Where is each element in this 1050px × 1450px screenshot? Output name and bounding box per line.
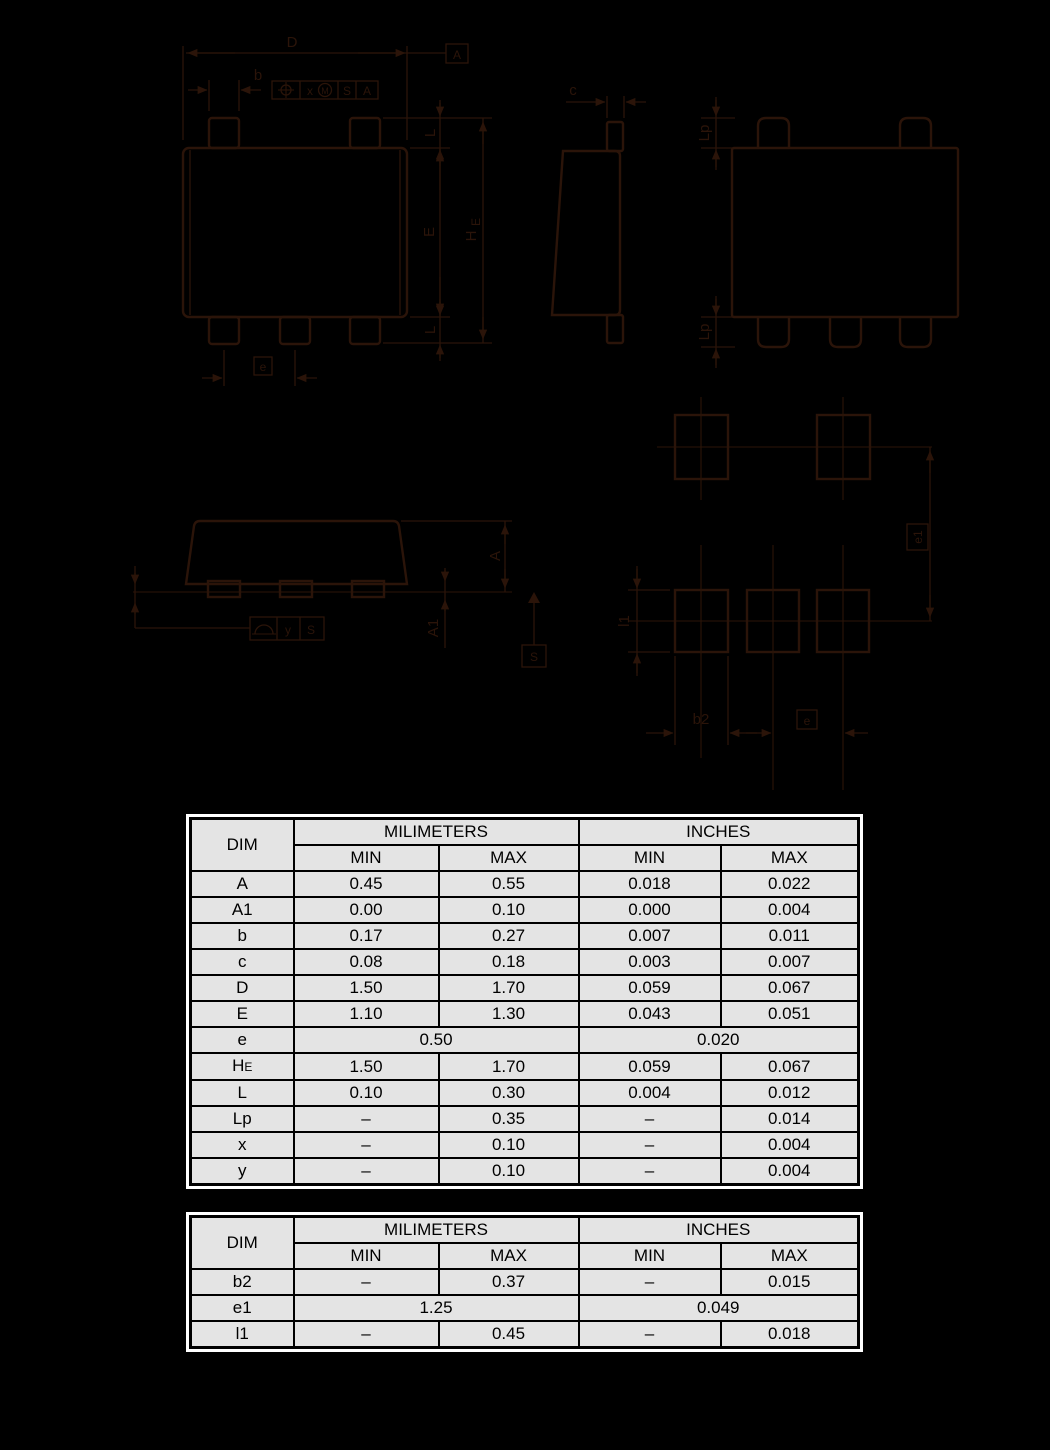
dimension-e [202, 350, 317, 386]
label-b: b [253, 67, 263, 84]
table-cell: – [294, 1158, 439, 1185]
dim-HE-main: H [232, 1056, 245, 1075]
table-cell: – [579, 1269, 721, 1295]
table-cell: 0.011 [721, 923, 859, 949]
table-cell: 0.059 [579, 975, 721, 1001]
table-row [191, 1001, 859, 1027]
header-dim: DIM [191, 819, 294, 872]
table-cell-merged: 0.50 [294, 1027, 579, 1053]
table-cell: 0.45 [294, 871, 439, 897]
table-cell: 0.014 [721, 1106, 859, 1132]
table-cell: e1 [191, 1295, 294, 1321]
table-row [191, 1106, 859, 1132]
table-cell: 1.50 [294, 1053, 439, 1080]
seating-plane-icon [252, 625, 276, 634]
table-row [191, 923, 859, 949]
table-cell: 0.30 [439, 1080, 579, 1106]
table-cell: 0.067 [721, 975, 859, 1001]
dimension-b [188, 67, 262, 111]
label-L-top: L [422, 128, 439, 138]
header-min: MIN [579, 1243, 721, 1269]
table-cell: 0.10 [439, 897, 579, 923]
table-cell-merged: 1.25 [294, 1295, 579, 1321]
fcf-y-label: y [285, 623, 291, 637]
table-cell: c [191, 949, 294, 975]
feature-control-frame-position [272, 81, 378, 99]
dimension-Lp-bottom [696, 296, 735, 368]
datum-triangle-icon [528, 592, 540, 603]
table-cell: 0.022 [721, 871, 859, 897]
table-cell: 0.08 [294, 949, 439, 975]
dimension-Lp-top [696, 97, 735, 170]
datum-s-label: S [529, 650, 539, 664]
table-cell: 0.10 [439, 1132, 579, 1158]
header-inches: INCHES [579, 1217, 859, 1244]
table-cell: 0.004 [721, 1158, 859, 1185]
table-row [191, 871, 859, 897]
table-cell: 0.004 [721, 897, 859, 923]
table-cell: 0.059 [579, 1053, 721, 1080]
table-cell: b2 [191, 1269, 294, 1295]
fcf-m-label: M [321, 86, 329, 96]
label-HE-sub: E [469, 217, 483, 227]
table-cell: 0.018 [721, 1321, 859, 1348]
label-D: D [286, 34, 298, 51]
table-cell: 0.018 [579, 871, 721, 897]
table-cell: 0.55 [439, 871, 579, 897]
header-milimeters: MILIMETERS [294, 1217, 579, 1244]
header-max: MAX [721, 1243, 859, 1269]
dimension-E [410, 148, 450, 317]
table-cell: 0.45 [439, 1321, 579, 1348]
table-cell: 0.003 [579, 949, 721, 975]
label-A1: A1 [425, 618, 442, 638]
table-cell-merged: 0.020 [579, 1027, 859, 1053]
table-cell: x [191, 1132, 294, 1158]
header-min: MIN [579, 845, 721, 871]
label-e1: e1 [911, 530, 925, 544]
land-pattern-view [616, 397, 932, 790]
table-cell: 1.30 [439, 1001, 579, 1027]
table-row [191, 1053, 859, 1080]
table-cell: – [579, 1132, 721, 1158]
label-Lp-top: Lp [696, 124, 713, 142]
header-dim: DIM [191, 1217, 294, 1270]
table-cell: 0.004 [721, 1132, 859, 1158]
table-cell: L [191, 1080, 294, 1106]
bottom-view [732, 118, 958, 347]
header-max: MAX [721, 845, 859, 871]
table-cell: 1.50 [294, 975, 439, 1001]
dimension-e-land [746, 710, 868, 733]
dimension-e1 [907, 447, 930, 621]
table-cell: D [191, 975, 294, 1001]
label-E: E [421, 226, 438, 238]
table-cell: 0.35 [439, 1106, 579, 1132]
table-row [191, 819, 859, 846]
side-view [552, 82, 735, 368]
table-cell: – [579, 1158, 721, 1185]
dimension-table-1-grid [189, 817, 860, 1186]
table-cell: 0.000 [579, 897, 721, 923]
table-cell: – [579, 1106, 721, 1132]
datum-s [522, 592, 546, 667]
position-tolerance-icon [278, 82, 294, 98]
table-cell: l1 [191, 1321, 294, 1348]
table-cell: 1.10 [294, 1001, 439, 1027]
table-row [191, 1132, 859, 1158]
table-cell: 0.007 [579, 923, 721, 949]
table-cell: 0.10 [439, 1158, 579, 1185]
table-cell: 1.70 [439, 1053, 579, 1080]
table-cell: A [191, 871, 294, 897]
table-row [191, 1295, 859, 1321]
table-cell: – [294, 1132, 439, 1158]
feature-control-frame-seating [250, 617, 324, 640]
table-cell: b [191, 923, 294, 949]
table-row [191, 897, 859, 923]
table-cell: E [191, 1001, 294, 1027]
table-cell: Lp [191, 1106, 294, 1132]
table-cell: 0.012 [721, 1080, 859, 1106]
dimension-A [401, 521, 512, 592]
table-cell: 0.27 [439, 923, 579, 949]
table-cell: 0.17 [294, 923, 439, 949]
table-cell: 0.015 [721, 1269, 859, 1295]
label-L-bottom: L [422, 325, 439, 335]
fcf-s-label: S [342, 84, 352, 98]
label-b2: b2 [692, 711, 710, 728]
table-cell: 0.10 [294, 1080, 439, 1106]
centerlines [628, 397, 932, 790]
table-row [191, 1158, 859, 1185]
table-cell: y [191, 1158, 294, 1185]
dimension-table-2 [186, 1212, 863, 1352]
table-cell: 0.007 [721, 949, 859, 975]
table-row [191, 975, 859, 1001]
table-cell: 0.18 [439, 949, 579, 975]
table-cell: 0.00 [294, 897, 439, 923]
dimension-HE [463, 118, 483, 343]
header-milimeters: MILIMETERS [294, 819, 579, 846]
table-row [191, 1027, 859, 1053]
label-e-land: e [803, 714, 811, 728]
dimension-table-1 [186, 814, 863, 1189]
dim-HE-sub: E [244, 1060, 253, 1074]
label-A: A [487, 550, 504, 562]
label-Lp-bottom: Lp [696, 323, 713, 341]
table-cell: A1 [191, 897, 294, 923]
table-row [191, 1217, 859, 1244]
table-cell [191, 1053, 294, 1080]
table-cell: 0.051 [721, 1001, 859, 1027]
table-cell: 0.004 [579, 1080, 721, 1106]
label-c: c [569, 82, 577, 99]
fcf-x-label: x [307, 84, 313, 98]
table-cell: – [294, 1321, 439, 1348]
dimension-c [566, 82, 646, 118]
table-cell: 1.70 [439, 975, 579, 1001]
fcf-a-label: A [362, 84, 372, 98]
dimension-A1 [425, 568, 445, 648]
datum-a-label: A [452, 48, 462, 62]
table-cell: – [579, 1321, 721, 1348]
label-e: e [259, 360, 267, 374]
table-cell: 0.37 [439, 1269, 579, 1295]
table-cell: 0.067 [721, 1053, 859, 1080]
label-l1: l1 [616, 615, 633, 627]
table-cell: – [294, 1106, 439, 1132]
header-min: MIN [294, 1243, 439, 1269]
table-row [191, 949, 859, 975]
table-cell: 0.043 [579, 1001, 721, 1027]
header-min: MIN [294, 845, 439, 871]
top-view [183, 34, 492, 386]
dimension-table-2-grid [189, 1215, 860, 1349]
table-cell: e [191, 1027, 294, 1053]
front-view [133, 521, 546, 667]
header-max: MAX [439, 1243, 579, 1269]
table-row [191, 1269, 859, 1295]
header-max: MAX [439, 845, 579, 871]
header-inches: INCHES [579, 819, 859, 846]
table-cell-merged: 0.049 [579, 1295, 859, 1321]
table-row [191, 1321, 859, 1348]
fcf-s-label: S [306, 623, 316, 637]
table-cell: – [294, 1269, 439, 1295]
label-HE-main: H [463, 230, 480, 242]
table-row [191, 1080, 859, 1106]
